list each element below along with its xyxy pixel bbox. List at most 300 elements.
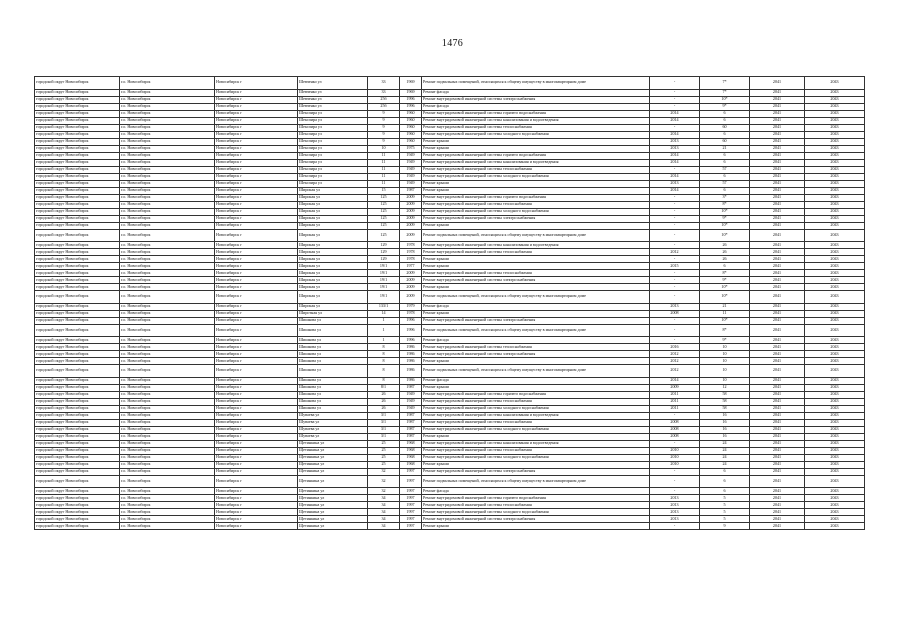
plan-end-cell: 2043 [805, 89, 865, 96]
district-cell: г.о. Новосибирск [120, 256, 215, 263]
plan-start-cell: 2041 [750, 124, 805, 131]
municipality-cell: городской округ Новосибирск [35, 96, 120, 103]
city-cell: Новосибирск г [215, 270, 298, 277]
wear-cell: 16 [700, 433, 750, 440]
last-repair-year-cell: 2014 [650, 131, 700, 138]
table-row [35, 523, 865, 530]
street-cell: Щетинкина ул [298, 502, 368, 509]
wear-cell: 58 [700, 398, 750, 405]
house-number-cell: 34 [368, 523, 400, 530]
house-number-cell: 9 [368, 131, 400, 138]
table-row [35, 419, 865, 426]
plan-end-cell: 2043 [805, 495, 865, 502]
build-year-cell: 1986 [400, 365, 422, 378]
build-year-cell: 2009 [400, 270, 422, 277]
city-cell: Новосибирск г [215, 242, 298, 249]
city-cell: Новосибирск г [215, 377, 298, 384]
street-cell: Шекспира ул [298, 124, 368, 131]
city-cell: Новосибирск г [215, 117, 298, 124]
house-number-cell: 19/1 [368, 277, 400, 284]
street-cell: Шевченко ул [298, 77, 368, 90]
house-number-cell: 15 [368, 187, 400, 194]
wear-cell: 24 [700, 461, 750, 468]
district-cell: г.о. Новосибирск [120, 138, 215, 145]
work-type-cell: Ремонт внутридомовой инженерной системы горячего водоснабжения [422, 194, 650, 201]
table-row [35, 447, 865, 454]
wear-cell: 26 [700, 256, 750, 263]
plan-start-cell: 2041 [750, 215, 805, 222]
last-repair-year-cell: - [650, 103, 700, 110]
build-year-cell: 1969 [400, 89, 422, 96]
plan-start-cell: 2041 [750, 405, 805, 412]
city-cell: Новосибирск г [215, 509, 298, 516]
wear-cell: 60 [700, 124, 750, 131]
table-row [35, 495, 865, 502]
plan-end-cell: 2043 [805, 516, 865, 523]
city-cell: Новосибирск г [215, 398, 298, 405]
district-cell: г.о. Новосибирск [120, 440, 215, 447]
city-cell: Новосибирск г [215, 365, 298, 378]
table-row [35, 317, 865, 324]
municipality-cell: городской округ Новосибирск [35, 138, 120, 145]
city-cell: Новосибирск г [215, 222, 298, 229]
plan-end-cell: 2043 [805, 96, 865, 103]
wear-cell: 10* [700, 208, 750, 215]
street-cell: Щетинкина ул [298, 475, 368, 488]
city-cell: Новосибирск г [215, 194, 298, 201]
plan-end-cell: 2043 [805, 291, 865, 304]
last-repair-year-cell: - [650, 215, 700, 222]
build-year-cell: 2009 [400, 222, 422, 229]
build-year-cell: 2009 [400, 291, 422, 304]
table-row [35, 488, 865, 495]
table-row [35, 454, 865, 461]
municipality-cell: городской округ Новосибирск [35, 166, 120, 173]
district-cell: г.о. Новосибирск [120, 291, 215, 304]
city-cell: Новосибирск г [215, 208, 298, 215]
work-type-cell: Ремонт внутридомовой инженерной системы электроснабжения [422, 215, 650, 222]
work-type-cell: Ремонт фасада [422, 377, 650, 384]
work-type-cell: Ремонт внутридомовой инженерной системы теплоснабжения [422, 270, 650, 277]
street-cell: Шевченко ул [298, 96, 368, 103]
street-cell: Шекспира ул [298, 117, 368, 124]
last-repair-year-cell: 2012 [650, 365, 700, 378]
table-row [35, 194, 865, 201]
work-type-cell: Ремонт внутридомовой инженерной системы теплоснабжения [422, 249, 650, 256]
plan-start-cell: 2041 [750, 180, 805, 187]
plan-end-cell: 2043 [805, 433, 865, 440]
wear-cell: 24 [700, 440, 750, 447]
plan-end-cell: 2043 [805, 447, 865, 454]
plan-end-cell: 2043 [805, 117, 865, 124]
work-type-cell: Ремонт внутридомовой инженерной системы теплоснабжения [422, 419, 650, 426]
wear-cell: 6 [700, 263, 750, 270]
plan-start-cell: 2041 [750, 270, 805, 277]
plan-start-cell: 2041 [750, 502, 805, 509]
district-cell: г.о. Новосибирск [120, 145, 215, 152]
table-row [35, 117, 865, 124]
build-year-cell: 1949 [400, 398, 422, 405]
plan-start-cell: 2041 [750, 110, 805, 117]
plan-start-cell: 2041 [750, 454, 805, 461]
work-type-cell: Ремонт крыши [422, 384, 650, 391]
plan-start-cell: 2041 [750, 187, 805, 194]
street-cell: Широкая ул [298, 291, 368, 304]
district-cell: г.о. Новосибирск [120, 516, 215, 523]
city-cell: Новосибирск г [215, 215, 298, 222]
build-year-cell: 1987 [400, 412, 422, 419]
build-year-cell: 1978 [400, 256, 422, 263]
build-year-cell: 1960 [400, 131, 422, 138]
last-repair-year-cell: - [650, 194, 700, 201]
last-repair-year-cell: - [650, 440, 700, 447]
table-row [35, 208, 865, 215]
plan-start-cell: 2041 [750, 77, 805, 90]
last-repair-year-cell: 2010 [650, 447, 700, 454]
table-row [35, 291, 865, 304]
house-number-cell: 129 [368, 256, 400, 263]
wear-cell: 10 [700, 377, 750, 384]
district-cell: г.о. Новосибирск [120, 461, 215, 468]
work-type-cell: Ремонт внутридомовой инженерной системы теплоснабжения [422, 502, 650, 509]
street-cell: Широкая ул [298, 249, 368, 256]
work-type-cell: Ремонт подвальных помещений, относящихся к общему имуществу в многоквартирном доме [422, 324, 650, 337]
street-cell: Шевченко ул [298, 103, 368, 110]
plan-start-cell: 2041 [750, 365, 805, 378]
build-year-cell: 1997 [400, 475, 422, 488]
city-cell: Новосибирск г [215, 433, 298, 440]
wear-cell: 10* [700, 291, 750, 304]
build-year-cell: 1968 [400, 447, 422, 454]
district-cell: г.о. Новосибирск [120, 523, 215, 530]
district-cell: г.о. Новосибирск [120, 89, 215, 96]
municipality-cell: городской округ Новосибирск [35, 377, 120, 384]
district-cell: г.о. Новосибирск [120, 337, 215, 344]
wear-cell: 3* [700, 194, 750, 201]
house-number-cell: 11 [368, 180, 400, 187]
work-type-cell: Ремонт внутридомовой инженерной системы теплоснабжения [422, 398, 650, 405]
city-cell: Новосибирск г [215, 138, 298, 145]
plan-end-cell: 2043 [805, 351, 865, 358]
city-cell: Новосибирск г [215, 145, 298, 152]
house-number-cell: 32 [368, 475, 400, 488]
plan-start-cell: 2041 [750, 131, 805, 138]
city-cell: Новосибирск г [215, 419, 298, 426]
work-type-cell: Ремонт внутридомовой инженерной системы холодного водоснабжения [422, 131, 650, 138]
plan-end-cell: 2043 [805, 461, 865, 468]
municipality-cell: городской округ Новосибирск [35, 419, 120, 426]
city-cell: Новосибирск г [215, 159, 298, 166]
wear-cell: 6 [700, 152, 750, 159]
table-row [35, 270, 865, 277]
work-type-cell: Ремонт крыши [422, 461, 650, 468]
district-cell: г.о. Новосибирск [120, 77, 215, 90]
municipality-cell: городской округ Новосибирск [35, 426, 120, 433]
house-number-cell: 9 [368, 138, 400, 145]
plan-start-cell: 2041 [750, 433, 805, 440]
build-year-cell: 1996 [400, 317, 422, 324]
wear-cell: 6 [700, 475, 750, 488]
table-row [35, 433, 865, 440]
district-cell: г.о. Новосибирск [120, 124, 215, 131]
build-year-cell: 2009 [400, 194, 422, 201]
last-repair-year-cell: 2012 [650, 358, 700, 365]
street-cell: Широкая ул [298, 242, 368, 249]
wear-cell: 58 [700, 391, 750, 398]
table-row [35, 440, 865, 447]
plan-end-cell: 2043 [805, 412, 865, 419]
table-row [35, 77, 865, 90]
table-row [35, 222, 865, 229]
plan-start-cell: 2041 [750, 344, 805, 351]
house-number-cell: 129 [368, 242, 400, 249]
city-cell: Новосибирск г [215, 256, 298, 263]
district-cell: г.о. Новосибирск [120, 96, 215, 103]
municipality-cell: городской округ Новосибирск [35, 440, 120, 447]
work-type-cell: Ремонт крыши [422, 256, 650, 263]
last-repair-year-cell: - [650, 317, 700, 324]
municipality-cell: городской округ Новосибирск [35, 173, 120, 180]
plan-end-cell: 2043 [805, 398, 865, 405]
plan-start-cell: 2041 [750, 324, 805, 337]
last-repair-year-cell: 2014 [650, 117, 700, 124]
municipality-cell: городской округ Новосибирск [35, 194, 120, 201]
build-year-cell: 1960 [400, 138, 422, 145]
municipality-cell: городской округ Новосибирск [35, 145, 120, 152]
build-year-cell: 1997 [400, 523, 422, 530]
work-type-cell: Ремонт подвальных помещений, относящихся к общему имуществу в многоквартирном доме [422, 77, 650, 90]
plan-start-cell: 2041 [750, 242, 805, 249]
wear-cell: 6 [700, 159, 750, 166]
street-cell: Щетинкина ул [298, 440, 368, 447]
city-cell: Новосибирск г [215, 475, 298, 488]
build-year-cell: 1960 [400, 117, 422, 124]
street-cell: Щетинкина ул [298, 516, 368, 523]
plan-end-cell: 2043 [805, 337, 865, 344]
municipality-cell: городской округ Новосибирск [35, 89, 120, 96]
last-repair-year-cell: 2013 [650, 180, 700, 187]
city-cell: Новосибирск г [215, 384, 298, 391]
table-row [35, 412, 865, 419]
street-cell: Шевченко ул [298, 89, 368, 96]
wear-cell: 16 [700, 419, 750, 426]
street-cell: Шекспира ул [298, 159, 368, 166]
plan-start-cell: 2041 [750, 222, 805, 229]
wear-cell: 6 [700, 110, 750, 117]
street-cell: Шишкова ул [298, 344, 368, 351]
city-cell: Новосибирск г [215, 351, 298, 358]
page-number: 1476 [441, 38, 464, 49]
city-cell: Новосибирск г [215, 277, 298, 284]
build-year-cell: 1997 [400, 509, 422, 516]
city-cell: Новосибирск г [215, 180, 298, 187]
street-cell: Шекспира ул [298, 152, 368, 159]
plan-start-cell: 2041 [750, 337, 805, 344]
house-number-cell: 32 [368, 488, 400, 495]
house-number-cell: 25 [368, 461, 400, 468]
district-cell: г.о. Новосибирск [120, 159, 215, 166]
district-cell: г.о. Новосибирск [120, 249, 215, 256]
plan-end-cell: 2043 [805, 384, 865, 391]
plan-start-cell: 2041 [750, 391, 805, 398]
district-cell: г.о. Новосибирск [120, 454, 215, 461]
plan-start-cell: 2041 [750, 509, 805, 516]
table-row [35, 310, 865, 317]
street-cell: Шишкова ул [298, 337, 368, 344]
wear-cell: 10* [700, 222, 750, 229]
plan-end-cell: 2043 [805, 523, 865, 530]
house-number-cell: 14 [368, 310, 400, 317]
table-row [35, 138, 865, 145]
last-repair-year-cell: - [650, 277, 700, 284]
build-year-cell: 1949 [400, 173, 422, 180]
plan-start-cell: 2041 [750, 440, 805, 447]
house-number-cell: 1 [368, 317, 400, 324]
build-year-cell: 1949 [400, 152, 422, 159]
work-type-cell: Ремонт внутридомовой инженерной системы холодного водоснабжения [422, 454, 650, 461]
street-cell: Шуваева ул [298, 426, 368, 433]
last-repair-year-cell: - [650, 324, 700, 337]
repair-schedule-table [34, 76, 865, 530]
plan-end-cell: 2043 [805, 284, 865, 291]
city-cell: Новосибирск г [215, 523, 298, 530]
plan-start-cell: 2041 [750, 488, 805, 495]
plan-start-cell: 2041 [750, 249, 805, 256]
city-cell: Новосибирск г [215, 337, 298, 344]
table-row [35, 502, 865, 509]
district-cell: г.о. Новосибирск [120, 208, 215, 215]
house-number-cell: 125 [368, 215, 400, 222]
district-cell: г.о. Новосибирск [120, 242, 215, 249]
municipality-cell: городской округ Новосибирск [35, 358, 120, 365]
house-number-cell: 34 [368, 502, 400, 509]
plan-start-cell: 2041 [750, 426, 805, 433]
plan-end-cell: 2043 [805, 324, 865, 337]
house-number-cell: 25 [368, 447, 400, 454]
plan-start-cell: 2041 [750, 201, 805, 208]
municipality-cell: городской округ Новосибирск [35, 516, 120, 523]
district-cell: г.о. Новосибирск [120, 447, 215, 454]
last-repair-year-cell: 2008 [650, 310, 700, 317]
municipality-cell: городской округ Новосибирск [35, 351, 120, 358]
last-repair-year-cell: - [650, 222, 700, 229]
plan-end-cell: 2043 [805, 77, 865, 90]
plan-start-cell: 2041 [750, 103, 805, 110]
wear-cell: 26 [700, 249, 750, 256]
street-cell: Шекспира ул [298, 166, 368, 173]
build-year-cell: 1968 [400, 440, 422, 447]
plan-start-cell: 2041 [750, 303, 805, 310]
house-number-cell: 34 [368, 509, 400, 516]
district-cell: г.о. Новосибирск [120, 433, 215, 440]
house-number-cell: 10 [368, 145, 400, 152]
municipality-cell: городской округ Новосибирск [35, 337, 120, 344]
build-year-cell: 1996 [400, 96, 422, 103]
house-number-cell: 11 [368, 152, 400, 159]
last-repair-year-cell: - [650, 256, 700, 263]
district-cell: г.о. Новосибирск [120, 398, 215, 405]
house-number-cell: 125 [368, 222, 400, 229]
plan-start-cell: 2041 [750, 96, 805, 103]
table-row [35, 152, 865, 159]
district-cell: г.о. Новосибирск [120, 419, 215, 426]
build-year-cell: 1968 [400, 461, 422, 468]
plan-start-cell: 2041 [750, 317, 805, 324]
last-repair-year-cell: 2012 [650, 249, 700, 256]
work-type-cell: Ремонт внутридомовой инженерной системы холодного водоснабжения [422, 173, 650, 180]
last-repair-year-cell: 2013 [650, 516, 700, 523]
house-number-cell: 26 [368, 398, 400, 405]
wear-cell: 8* [700, 201, 750, 208]
plan-start-cell: 2041 [750, 495, 805, 502]
plan-end-cell: 2043 [805, 488, 865, 495]
build-year-cell: 1996 [400, 337, 422, 344]
plan-start-cell: 2041 [750, 475, 805, 488]
municipality-cell: городской округ Новосибирск [35, 324, 120, 337]
district-cell: г.о. Новосибирск [120, 351, 215, 358]
work-type-cell: Ремонт крыши [422, 433, 650, 440]
house-number-cell: 9 [368, 117, 400, 124]
table-row [35, 145, 865, 152]
city-cell: Новосибирск г [215, 187, 298, 194]
municipality-cell: городской округ Новосибирск [35, 509, 120, 516]
district-cell: г.о. Новосибирск [120, 468, 215, 475]
work-type-cell: Ремонт крыши [422, 138, 650, 145]
street-cell: Щетинкина ул [298, 509, 368, 516]
table-row [35, 351, 865, 358]
house-number-cell: 25 [368, 454, 400, 461]
wear-cell: 5 [700, 516, 750, 523]
municipality-cell: городской округ Новосибирск [35, 284, 120, 291]
build-year-cell: 2009 [400, 284, 422, 291]
district-cell: г.о. Новосибирск [120, 131, 215, 138]
street-cell: Щетинкина ул [298, 488, 368, 495]
municipality-cell: городской округ Новосибирск [35, 317, 120, 324]
plan-end-cell: 2043 [805, 201, 865, 208]
table-row [35, 242, 865, 249]
plan-start-cell: 2041 [750, 284, 805, 291]
street-cell: Шекспира ул [298, 145, 368, 152]
house-number-cell: 11 [368, 173, 400, 180]
table-row [35, 377, 865, 384]
municipality-cell: городской округ Новосибирск [35, 344, 120, 351]
municipality-cell: городской округ Новосибирск [35, 384, 120, 391]
plan-end-cell: 2043 [805, 215, 865, 222]
table-row [35, 509, 865, 516]
plan-end-cell: 2043 [805, 391, 865, 398]
municipality-cell: городской округ Новосибирск [35, 229, 120, 242]
plan-start-cell: 2041 [750, 398, 805, 405]
plan-start-cell: 2041 [750, 377, 805, 384]
build-year-cell: 1978 [400, 249, 422, 256]
plan-end-cell: 2043 [805, 426, 865, 433]
plan-start-cell: 2041 [750, 351, 805, 358]
last-repair-year-cell: 2013 [650, 509, 700, 516]
district-cell: г.о. Новосибирск [120, 270, 215, 277]
build-year-cell: 1987 [400, 384, 422, 391]
plan-start-cell: 2041 [750, 256, 805, 263]
last-repair-year-cell: - [650, 270, 700, 277]
district-cell: г.о. Новосибирск [120, 166, 215, 173]
street-cell: Широкая ул [298, 256, 368, 263]
district-cell: г.о. Новосибирск [120, 194, 215, 201]
wear-cell: 16 [700, 426, 750, 433]
last-repair-year-cell: 2008 [650, 426, 700, 433]
table-row [35, 303, 865, 310]
city-cell: Новосибирск г [215, 249, 298, 256]
house-number-cell: 9 [368, 110, 400, 117]
table-row [35, 358, 865, 365]
